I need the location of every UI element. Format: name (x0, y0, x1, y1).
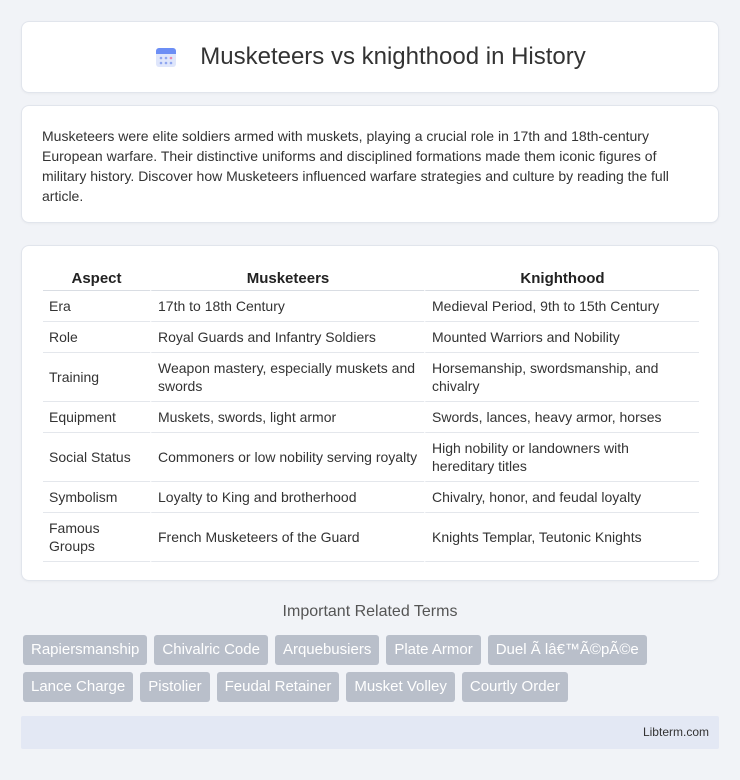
table-cell: French Musketeers of the Guard (150, 513, 424, 562)
table-row (43, 513, 699, 562)
term-tag[interactable]: Lance Charge (23, 672, 133, 702)
calendar-icon (154, 45, 178, 69)
table-cell: Chivalry, honor, and feudal loyalty (424, 482, 699, 513)
column-header-aspect: Aspect (43, 266, 150, 291)
table-row (43, 322, 699, 353)
page-title: Musketeers vs knighthood in History (200, 43, 586, 70)
term-tag[interactable]: Plate Armor (386, 635, 480, 665)
table-cell: Symbolism (43, 482, 150, 513)
comparison-table (43, 266, 699, 562)
table-cell: Knights Templar, Teutonic Knights (424, 513, 699, 562)
table-row (43, 353, 699, 402)
table-cell: Training (43, 353, 150, 402)
term-tag[interactable]: Pistolier (140, 672, 209, 702)
table-cell: Equipment (43, 402, 150, 433)
table-cell: Swords, lances, heavy armor, horses (424, 402, 699, 433)
column-header-knighthood: Knighthood (424, 266, 699, 291)
table-cell: Weapon mastery, especially muskets and swords (150, 353, 424, 402)
column-header-musketeers: Musketeers (150, 266, 424, 291)
footer (21, 716, 719, 749)
intro-text: Musketeers were elite soldiers armed with muskets, playing a crucial role in 17th and 18th-century European warfare. Their distinctive uniforms and disciplined formations made them iconic figures of military history. Discover how Musketeers influenced warfare strategies and culture by reading the full article. (42, 128, 669, 204)
term-tag[interactable]: Arquebusiers (275, 635, 379, 665)
table-row (43, 433, 699, 482)
related-terms-heading: Important Related Terms (282, 603, 458, 620)
term-tag[interactable]: Chivalric Code (154, 635, 268, 665)
footer-site-link[interactable]: Libterm.com (642, 725, 709, 739)
term-tag[interactable]: Rapiersmanship (23, 635, 147, 665)
table-header-row (43, 266, 699, 291)
table-row (43, 482, 699, 513)
table-cell: Medieval Period, 9th to 15th Century (424, 291, 699, 322)
table-cell: Royal Guards and Infantry Soldiers (150, 322, 424, 353)
related-terms-list (23, 635, 723, 702)
table-cell: Mounted Warriors and Nobility (424, 322, 699, 353)
term-tag[interactable]: Courtly Order (462, 672, 568, 702)
table-row (43, 291, 699, 322)
term-tag[interactable]: Musket Volley (346, 672, 455, 702)
table-cell: 17th to 18th Century (150, 291, 424, 322)
table-cell: Social Status (43, 433, 150, 482)
table-cell: Loyalty to King and brotherhood (150, 482, 424, 513)
table-cell: Famous Groups (43, 513, 150, 562)
comparison-table-card (21, 245, 719, 581)
intro-card (21, 105, 719, 223)
term-tag[interactable]: Duel Ã lâ€™Ã©pÃ©e (488, 635, 647, 665)
table-cell: Era (43, 291, 150, 322)
table-cell: Muskets, swords, light armor (150, 402, 424, 433)
table-cell: Commoners or low nobility serving royalty (150, 433, 424, 482)
table-cell: Role (43, 322, 150, 353)
table-row (43, 402, 699, 433)
term-tag[interactable]: Feudal Retainer (217, 672, 340, 702)
title-card (21, 21, 719, 93)
table-cell: Horsemanship, swordsmanship, and chivalry (424, 353, 699, 402)
table-cell: High nobility or landowners with hereditary titles (424, 433, 699, 482)
